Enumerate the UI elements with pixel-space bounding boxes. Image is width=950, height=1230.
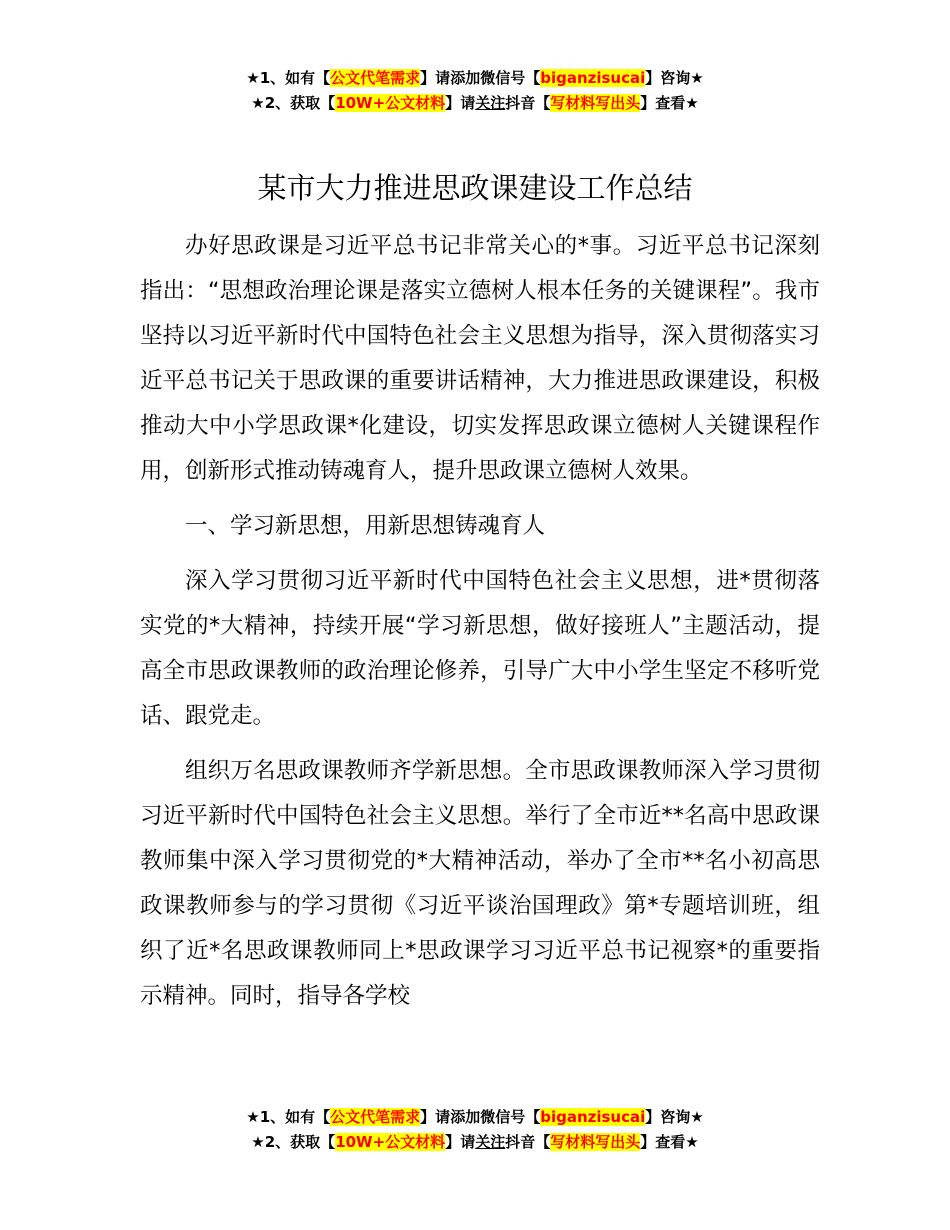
banner-line-2 bbox=[0, 91, 950, 116]
banner-text: ★1、如有【 bbox=[246, 69, 331, 87]
banner-text: 】请 bbox=[445, 94, 476, 112]
banner-highlight: biganzisucai bbox=[540, 69, 646, 87]
banner-highlight: 公文代笔需求 bbox=[330, 1108, 421, 1126]
banner-emphasis: 关注 bbox=[475, 94, 506, 112]
paragraph: 深入学习贯彻习近平新时代中国特色社会主义思想，进*贯彻落实党的*大精神，持续开展“学习新思想，做好接班人”主题活动，提高全市思政课教师的政治理论修养，引导广大中小学生坚定不移听党话、跟党走。 bbox=[140, 568, 820, 729]
paragraph: 组织万名思政课教师齐学新思想。全市思政课教师深入学习贯彻习近平新时代中国特色社会主义思想。举行了全市近**名高中思政课教师集中深入学习贯彻党的*大精神活动，举办了全市**名小初高思政课教师参与的学习贯彻《习近平谈治国理政》第*专题培训班，组织了近*名思政课教师同上*思政课学习习近平总书记视察*的重要指示精神。同时，指导各学校 bbox=[140, 758, 820, 1009]
banner-highlight: 写材料写出头 bbox=[550, 94, 641, 112]
banner-highlight: 10W+公文材料 bbox=[335, 94, 446, 112]
banner-line-1 bbox=[0, 66, 950, 91]
header-banner bbox=[0, 66, 950, 116]
banner-emphasis: 添加 bbox=[450, 1108, 481, 1126]
banner-text: 抖音【 bbox=[505, 94, 551, 112]
banner-text: 】请 bbox=[445, 1133, 476, 1151]
banner-text: 】咨询★ bbox=[645, 1108, 704, 1126]
banner-text: 】咨询★ bbox=[645, 69, 704, 87]
banner-text: 微信号【 bbox=[480, 1108, 541, 1126]
banner-text: 】请 bbox=[420, 1108, 451, 1126]
banner-text: 微信号【 bbox=[480, 69, 541, 87]
banner-highlight: 10W+公文材料 bbox=[335, 1133, 446, 1151]
banner-highlight: 写材料写出头 bbox=[550, 1133, 641, 1151]
banner-text: 】请 bbox=[420, 69, 451, 87]
section-heading: 一、学习新思想，用新思想铸魂育人 bbox=[185, 513, 546, 539]
banner-text: ★1、如有【 bbox=[246, 1108, 331, 1126]
footer-banner bbox=[0, 1105, 950, 1155]
banner-highlight: 公文代笔需求 bbox=[330, 69, 421, 87]
banner-emphasis: 关注 bbox=[475, 1133, 506, 1151]
banner-highlight: biganzisucai bbox=[540, 1108, 646, 1126]
banner-line-1 bbox=[0, 1105, 950, 1130]
paragraph-intro: 办好思政课是习近平总书记非常关心的*事。习近平总书记深刻指出：“思想政治理论课是落实立德树人根本任务的关键课程”。我市坚持以习近平新时代中国特色社会主义思想为指导，深入贯彻落实习近平总书记关于思政课的重要讲话精神，大力推进思政课建设，积极推动大中小学思政课*化建设，切实发挥思政课立德树人关键课程作用，创新形式推动铸魂育人，提升思政课立德树人效果。 bbox=[140, 233, 820, 484]
document-title: 某市大力推进思政课建设工作总结 bbox=[257, 171, 693, 205]
banner-text: 抖音【 bbox=[505, 1133, 551, 1151]
banner-line-2 bbox=[0, 1130, 950, 1155]
banner-emphasis: 添加 bbox=[450, 69, 481, 87]
document-body bbox=[140, 224, 820, 1029]
banner-text: 】查看★ bbox=[640, 1133, 699, 1151]
banner-text: ★2、获取【 bbox=[251, 94, 336, 112]
banner-text: ★2、获取【 bbox=[251, 1133, 336, 1151]
banner-text: 】查看★ bbox=[640, 94, 699, 112]
